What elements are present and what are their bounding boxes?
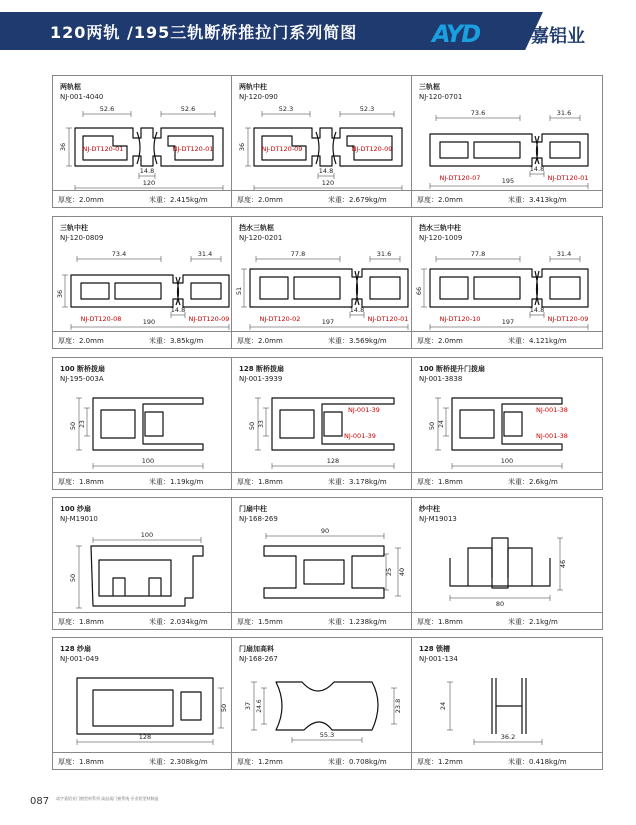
- dimension-label: 52.3: [359, 105, 375, 113]
- dimension-label: 14.8: [349, 306, 365, 314]
- profile-name: 门扇加高料: [239, 645, 274, 653]
- dimension-label: 33: [258, 420, 265, 428]
- profile-chamber: [440, 142, 580, 158]
- dimension-label: 100: [500, 457, 514, 465]
- profile-chamber: [304, 560, 344, 584]
- profile-drawing: [53, 217, 243, 333]
- profile-card: [52, 75, 244, 208]
- weight-per-meter: 米重：2.679kg/m: [328, 196, 387, 204]
- profile-card: [52, 357, 244, 490]
- wall-thickness: 厚度：2.0mm: [417, 196, 463, 204]
- profile-specs: [412, 752, 602, 769]
- profile-card: [231, 75, 423, 208]
- dimension-label: 100: [140, 531, 154, 539]
- profile-specs: [232, 472, 422, 489]
- dimension-label: 14.8: [170, 306, 186, 314]
- dimension-label: 128: [138, 733, 152, 741]
- dimension-label: 197: [321, 318, 335, 326]
- dimension-label: 31.6: [376, 250, 392, 258]
- weight-per-meter: 米重：2.034kg/m: [149, 618, 208, 626]
- profile-outline: [450, 548, 550, 586]
- dimension-label: 197: [501, 318, 515, 326]
- dimension-label: 52.6: [180, 105, 196, 113]
- profile-code: NJ-M19010: [60, 515, 98, 523]
- profile-specs: [412, 612, 602, 629]
- profile-drawing: [412, 638, 602, 754]
- profile-drawing: [232, 638, 422, 754]
- dimension-label: 100: [141, 457, 155, 465]
- part-callout: NJ-DT120-01: [82, 145, 124, 153]
- profile-card: [411, 497, 603, 630]
- profile-name: 三轨中柱: [60, 224, 88, 232]
- profile-outline: [276, 682, 378, 730]
- dimension-label: 31.4: [556, 250, 572, 258]
- profile-name: 128 锁槽: [419, 645, 451, 653]
- part-callout: NJ-001-38: [536, 432, 568, 440]
- profile-drawing: [53, 498, 243, 614]
- weight-per-meter: 米重：4.121kg/m: [508, 337, 567, 345]
- dimension-label: 14.8: [318, 167, 334, 175]
- part-callout: NJ-DT120-01: [547, 174, 589, 182]
- profile-card: [411, 75, 603, 208]
- profile-drawing: [232, 217, 422, 333]
- profile-specs: [53, 472, 243, 489]
- profile-code: NJ-001-4040: [60, 93, 104, 101]
- page-number: 087: [30, 796, 50, 807]
- thermal-break-strip: [535, 136, 539, 164]
- profile-name: 100 断桥提升门拨扇: [419, 365, 486, 373]
- profile-code: NJ-001-3939: [239, 375, 283, 383]
- profile-specs: [53, 612, 243, 629]
- dimension-label: 77.8: [470, 250, 486, 258]
- thermal-break-strip: [176, 277, 180, 305]
- profile-specs: [232, 190, 422, 207]
- dimension-label: 52.6: [99, 105, 115, 113]
- wall-thickness: 厚度：1.8mm: [58, 478, 104, 486]
- dimension-label: 24: [439, 701, 447, 711]
- profile-specs: [53, 752, 243, 769]
- part-callout: NJ-DT120-02: [259, 315, 301, 323]
- profile-outline: [430, 269, 588, 307]
- profile-code: NJ-120-1009: [419, 234, 463, 242]
- profile-code: NJ-120-090: [239, 93, 278, 101]
- profile-name: 门扇中柱: [239, 505, 267, 513]
- part-callout: NJ-DT120-01: [367, 315, 409, 323]
- profile-code: NJ-168-267: [239, 655, 278, 663]
- dimension-label: 120: [321, 179, 335, 187]
- dimension-label: 77.8: [290, 250, 306, 258]
- dimension-label: 50: [428, 421, 436, 431]
- dimension-label: 80: [495, 600, 505, 608]
- wall-thickness: 厚度：2.0mm: [237, 337, 283, 345]
- profile-card: [52, 216, 244, 349]
- dimension-label: 50: [69, 573, 77, 583]
- dimension-label: 195: [501, 177, 515, 185]
- dimension-label: 31.4: [197, 250, 213, 258]
- dimension-label: 120: [142, 179, 156, 187]
- wall-thickness: 厚度：2.0mm: [58, 337, 104, 345]
- profile-drawing: [412, 498, 602, 614]
- profile-chamber: [440, 277, 580, 299]
- part-callout: NJ-001-38: [536, 406, 568, 414]
- profile-code: NJ-001-3838: [419, 375, 463, 383]
- profile-code: NJ-168-269: [239, 515, 278, 523]
- profile-name: 两轨中柱: [239, 83, 267, 91]
- profile-card: [411, 357, 603, 490]
- dimension-label: 50: [248, 421, 256, 431]
- dimension-label: 23: [79, 420, 86, 428]
- profile-drawing: [412, 76, 602, 192]
- weight-per-meter: 米重：3.569kg/m: [328, 337, 387, 345]
- dimension-label: 25: [385, 567, 393, 577]
- profile-specs: [412, 190, 602, 207]
- profile-card: [52, 637, 244, 770]
- profile-drawing: [412, 217, 602, 333]
- profile-specs: [232, 612, 422, 629]
- dimension-label: 24: [438, 420, 445, 428]
- part-callout: NJ-DT120-08: [80, 315, 122, 323]
- weight-per-meter: 米重：2.415kg/m: [149, 196, 208, 204]
- dimension-label: 36: [238, 142, 246, 152]
- dimension-label: 50: [220, 703, 228, 713]
- profile-drawing: [232, 358, 422, 474]
- part-callout: NJ-DT120-09: [188, 315, 230, 323]
- dimension-label: 90: [320, 527, 330, 535]
- profile-code: NJ-001-134: [419, 655, 458, 663]
- profile-specs: [53, 190, 243, 207]
- profile-specs: [232, 331, 422, 348]
- dimension-label: 36.2: [500, 733, 516, 741]
- profile-specs: [412, 331, 602, 348]
- weight-per-meter: 米重：2.1kg/m: [508, 618, 558, 626]
- brand-logo: AYD: [432, 20, 480, 48]
- profile-card: [411, 216, 603, 349]
- wall-thickness: 厚度：1.8mm: [58, 758, 104, 766]
- dimension-label: 51: [235, 286, 243, 296]
- wall-thickness: 厚度：1.8mm: [417, 618, 463, 626]
- profile-drawing: [232, 76, 422, 192]
- profile-chamber: [99, 560, 171, 596]
- wall-thickness: 厚度：1.8mm: [417, 478, 463, 486]
- profile-outline: [492, 678, 526, 734]
- thermal-break-strip: [535, 271, 539, 305]
- thermal-break-strip: [137, 132, 157, 164]
- profile-chamber: [93, 690, 201, 726]
- profile-outline: [430, 134, 588, 166]
- wall-thickness: 厚度：1.5mm: [237, 618, 283, 626]
- dimension-label: 46: [559, 559, 567, 569]
- dimension-label: 40: [398, 567, 406, 577]
- dimension-label: 128: [326, 457, 340, 465]
- profile-name: 100 纱扇: [60, 505, 92, 513]
- part-callout: NJ-DT120-09: [261, 145, 303, 153]
- dimension-label: 52.3: [278, 105, 294, 113]
- profile-name: 128 纱扇: [60, 645, 92, 653]
- dimension-label: 50: [69, 421, 77, 431]
- profile-outline: [264, 546, 384, 598]
- profile-drawing: [232, 498, 422, 614]
- dimension-label: 73.4: [111, 250, 127, 258]
- part-callout: NJ-001-39: [344, 432, 376, 440]
- dimension-label: 55.3: [319, 731, 335, 739]
- brand-name: 诺宇嘉铝业: [495, 26, 585, 47]
- profile-chamber: [460, 410, 522, 438]
- weight-per-meter: 米重：0.418kg/m: [508, 758, 567, 766]
- dimension-label: 190: [142, 318, 156, 326]
- profile-chamber: [260, 277, 400, 299]
- profile-chamber: [492, 538, 508, 588]
- profile-specs: [412, 472, 602, 489]
- dimension-label: 73.6: [470, 109, 486, 117]
- profile-code: NJ-120-0809: [60, 234, 104, 242]
- dimension-label: 31.6: [556, 109, 572, 117]
- weight-per-meter: 米重：1.238kg/m: [328, 618, 387, 626]
- profile-name: 128 断桥拨扇: [239, 365, 285, 373]
- thermal-break-strip: [316, 132, 336, 164]
- profile-outline: [93, 398, 203, 450]
- profile-drawing: [412, 358, 602, 474]
- profile-name: 纱中柱: [419, 505, 440, 513]
- profile-chamber: [280, 410, 342, 438]
- part-callout: NJ-DT120-07: [439, 174, 481, 182]
- footer-note: 诺宇嘉铝业门窗型材系列 高品质门窗系统 专业铝型材制造: [56, 796, 159, 801]
- weight-per-meter: 米重：2.308kg/m: [149, 758, 208, 766]
- weight-per-meter: 米重：2.6kg/m: [508, 478, 558, 486]
- profile-chamber: [101, 410, 163, 438]
- weight-per-meter: 米重：3.178kg/m: [328, 478, 387, 486]
- part-callout: NJ-DT120-09: [351, 145, 393, 153]
- profile-specs: [232, 752, 422, 769]
- dimension-label: 24.6: [256, 699, 263, 713]
- wall-thickness: 厚度：1.8mm: [237, 478, 283, 486]
- part-callout: NJ-DT120-01: [172, 145, 214, 153]
- thermal-break-strip: [355, 271, 359, 305]
- profile-code: NJ-120-0701: [419, 93, 463, 101]
- weight-per-meter: 米重：3.85kg/m: [149, 337, 204, 345]
- profile-outline: [71, 275, 229, 307]
- dimension-label: 36: [59, 142, 67, 152]
- dimension-label: 14.8: [139, 167, 155, 175]
- profile-name: 挡水三轨中柱: [419, 224, 461, 232]
- wall-thickness: 厚度：2.0mm: [237, 196, 283, 204]
- part-callout: NJ-DT120-09: [547, 315, 589, 323]
- part-callout: NJ-001-39: [348, 406, 380, 414]
- profile-code: NJ-M19013: [419, 515, 457, 523]
- profile-outline: [91, 546, 203, 606]
- profile-name: 100 断桥拨扇: [60, 365, 106, 373]
- profile-specs: [53, 331, 243, 348]
- profile-card: [231, 497, 423, 630]
- dimension-label: 14.8: [529, 165, 545, 173]
- dimension-label: 14.8: [529, 306, 545, 314]
- page-header: [0, 0, 636, 58]
- weight-per-meter: 米重：3.413kg/m: [508, 196, 567, 204]
- profile-card: [231, 637, 423, 770]
- profile-code: NJ-001-049: [60, 655, 99, 663]
- profile-card: [52, 497, 244, 630]
- profile-name: 两轨框: [60, 83, 81, 91]
- dimension-label: 66: [415, 286, 423, 296]
- wall-thickness: 厚度：1.2mm: [237, 758, 283, 766]
- page-title: 120两轨 /195三轨断桥推拉门系列简图: [50, 23, 358, 42]
- profile-card: [411, 637, 603, 770]
- profile-card: [231, 216, 423, 349]
- dimension-label: 36: [56, 289, 64, 299]
- wall-thickness: 厚度：2.0mm: [417, 337, 463, 345]
- wall-thickness: 厚度：1.2mm: [417, 758, 463, 766]
- wall-thickness: 厚度：1.8mm: [58, 618, 104, 626]
- profile-code: NJ-120-0201: [239, 234, 283, 242]
- wall-thickness: 厚度：2.0mm: [58, 196, 104, 204]
- profile-outline: [250, 269, 408, 307]
- profile-drawing: [53, 638, 243, 754]
- profile-chamber: [81, 283, 221, 299]
- profile-drawing: [53, 76, 243, 192]
- profile-drawing: [53, 358, 243, 474]
- dimension-label: 37: [244, 701, 252, 711]
- profile-card: [231, 357, 423, 490]
- weight-per-meter: 米重：1.19kg/m: [149, 478, 204, 486]
- part-callout: NJ-DT120-10: [439, 315, 481, 323]
- dimension-label: 23.8: [394, 698, 402, 714]
- weight-per-meter: 米重：0.708kg/m: [328, 758, 387, 766]
- profile-code: NJ-195-003A: [60, 375, 104, 383]
- profile-name: 挡水三轨框: [239, 224, 274, 232]
- profile-name: 三轨框: [419, 83, 440, 91]
